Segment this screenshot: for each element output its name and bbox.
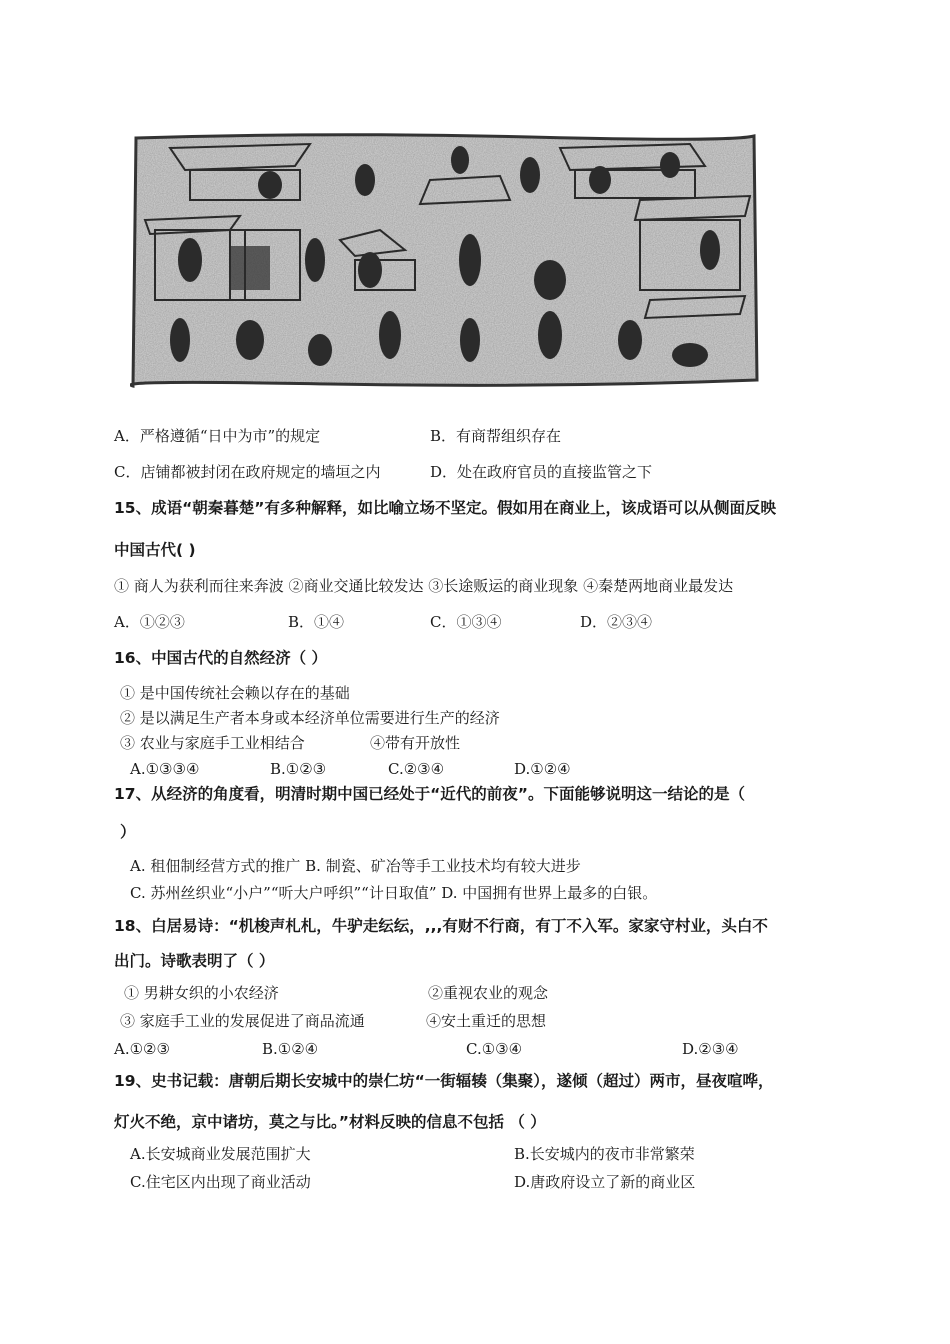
q14-option-c: C．店铺都被封闭在政府规定的墙垣之内	[114, 463, 381, 481]
q17-options-line-2: C. 苏州丝织业“小户”“听大户呼织”“计日取值” D. 中国拥有世界上最多的白银。	[130, 884, 658, 902]
q15-option-a: A．①②③	[114, 613, 185, 631]
q19-option-d: D.唐政府设立了新的商业区	[514, 1173, 696, 1191]
q16-stem: 16、中国古代的自然经济（ ）	[114, 649, 327, 667]
q16-item-3: ③ 农业与家庭手工业相结合	[120, 734, 305, 752]
q18-item-2: ②重视农业的观念	[428, 984, 549, 1002]
q19-option-a: A.长安城商业发展范围扩大	[130, 1145, 311, 1163]
q18-item-3: ③ 家庭手工业的发展促进了商品流通	[120, 1012, 365, 1030]
q17-options-line-1: A. 租佃制经营方式的推广 B. 制瓷、矿冶等手工业技术均有较大进步	[130, 857, 581, 875]
q14-option-d: D．处在政府官员的直接监管之下	[430, 463, 653, 481]
q19-option-b: B.长安城内的夜市非常繁荣	[514, 1145, 695, 1163]
han-market-rubbing-image	[130, 130, 760, 392]
q14-option-b: B．有商帮组织存在	[430, 427, 562, 445]
q15-items: ① 商人为获利而往来奔波 ②商业交通比较发达 ③长途贩运的商业现象 ④秦楚两地商业最发达	[114, 577, 734, 595]
q18-option-b: B.①②④	[262, 1040, 319, 1058]
q15-option-d: D．②③④	[580, 613, 653, 631]
q16-item-2: ② 是以满足生产者本身或本经济单位需要进行生产的经济	[120, 709, 500, 727]
q16-item-4: ④带有开放性	[370, 734, 461, 752]
q19-option-c: C.住宅区内出现了商业活动	[130, 1173, 311, 1191]
q14-option-a: A．严格遵循“日中为市”的规定	[114, 427, 321, 445]
q16-option-b: B.①②③	[270, 760, 327, 778]
q18-stem-line-1: 18、白居易诗：“机梭声札札，牛驴走纭纭，,,,有财不行商，有丁不入军。家家守村业，头白不	[114, 917, 768, 935]
q19-stem-line-1: 19、史书记载：唐朝后期长安城中的崇仁坊“一街辐辏（集聚），遂倾（超过）两市，昼夜喧哗，	[114, 1072, 774, 1090]
q15-option-b: B．①④	[288, 613, 345, 631]
q18-item-1: ① 男耕女织的小农经济	[124, 984, 279, 1002]
q15-option-c: C．①③④	[430, 613, 502, 631]
q18-option-a: A.①②③	[114, 1040, 170, 1058]
q17-stem-line-1: 17、从经济的角度看，明清时期中国已经处于“近代的前夜”。下面能够说明这一结论的是（	[114, 785, 745, 803]
q18-item-4: ④安土重迁的思想	[426, 1012, 547, 1030]
q19-stem-line-2: 灯火不绝，京中诸坊，莫之与比。”材料反映的信息不包括 （ ）	[114, 1113, 546, 1131]
q15-stem-line-2: 中国古代( )	[114, 541, 196, 559]
q18-option-c: C.①③④	[466, 1040, 523, 1058]
q16-option-d: D.①②④	[514, 760, 571, 778]
q16-item-1: ① 是中国传统社会赖以存在的基础	[120, 684, 350, 702]
q18-option-d: D.②③④	[682, 1040, 739, 1058]
q18-stem-line-2: 出门。诗歌表明了（ ）	[114, 952, 275, 970]
q16-option-a: A.①③③④	[130, 760, 200, 778]
q16-option-c: C.②③④	[388, 760, 445, 778]
q17-stem-line-2: ）	[120, 823, 136, 841]
q15-stem-line-1: 15、成语“朝秦暮楚”有多种解释，如比喻立场不坚定。假如用在商业上，该成语可以从侧面反映	[114, 499, 776, 517]
